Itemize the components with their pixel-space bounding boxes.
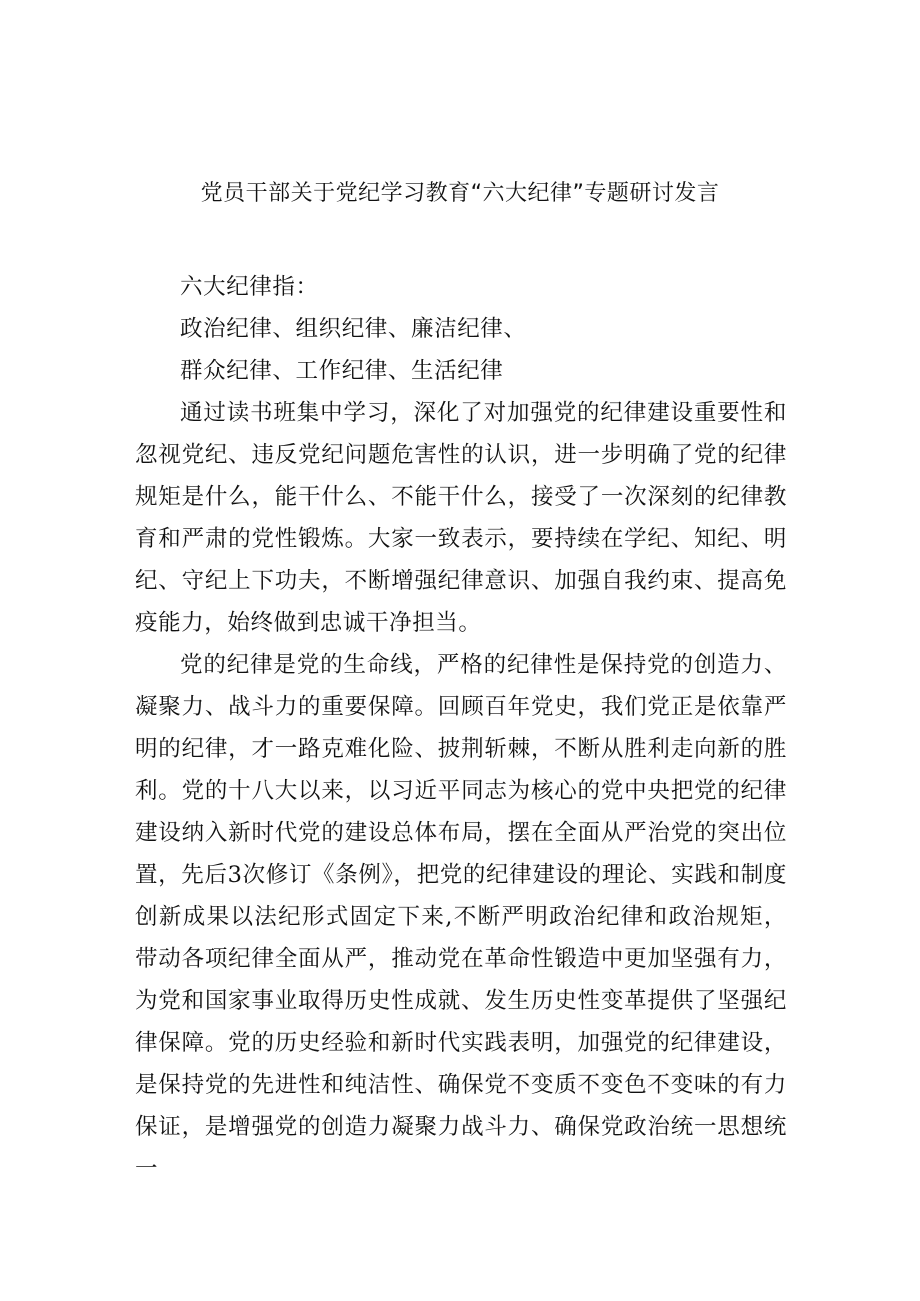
intro-line: 政治纪律、组织纪律、廉洁纪律、 [180,316,527,342]
intro-line: 群众纪律、工作纪律、生活纪律 [180,358,504,384]
document-body [135,266,787,1190]
paragraph: 党的纪律是党的生命线，严格的纪律性是保持党的创造力、凝聚力、战斗力的重要保障。回顾百年党史，我们党正是依靠严明的纪律，才一路克难化险、披荆斩棘，不断从胜利走向新的胜利。党的十八大以来，以习近平同志为核心的党中央把党的纪律建设纳入新时代党的建设总体布局，摆在全面从严治党的突出位置，先后3次修订《条例》，把党的纪律建设的理论、实践和制度创新成果以法纪形式固定下来,不断严明政治纪律和政治规矩，带动各项纪律全面从严，推动党在革命性锻造中更加坚强有力，为党和国家事业取得历史性成就、发生历史性变革提供了坚强纪律保障。党的历史经验和新时代实践表明，加强党的纪律建设，是保持党的先进性和纯洁性、确保党不变质不变色不变味的有力保证，是增强党的创造力凝聚力战斗力、确保党政治统一思想统一 [135,652,787,1182]
intro-line: 六大纪律指： [180,274,319,300]
paragraph: 通过读书班集中学习，深化了对加强党的纪律建设重要性和忽视党纪、违反党纪问题危害性的认识，进一步明确了党的纪律规矩是什么，能干什么、不能干什么，接受了一次深刻的纪律教育和严肃的党性锻炼。大家一致表示，要持续在学纪、知纪、明纪、守纪上下功夫，不断增强纪律意识、加强自我约束、提高免疫能力，始终做到忠诚干净担当。 [135,400,787,636]
document-title: 党员干部关于党纪学习教育“六大纪律”专题研讨发言 [200,181,720,206]
